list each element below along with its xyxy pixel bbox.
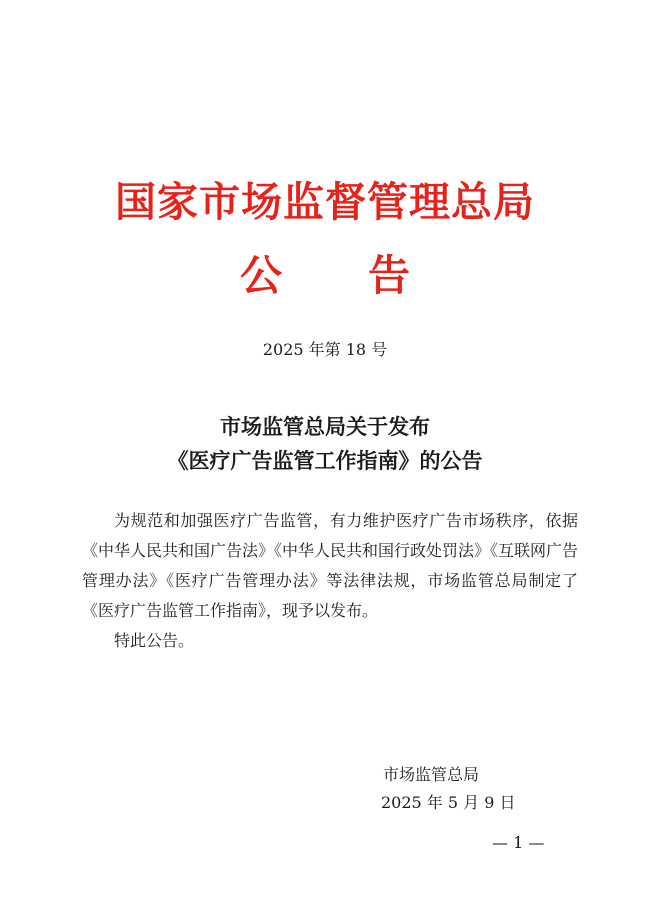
closing-remark: 特此公告。 <box>114 631 195 650</box>
signature: 市场监管总局 <box>383 765 480 784</box>
notice-title <box>0 250 650 302</box>
body-paragraph: 为规范和加强医疗广告监管，有力维护医疗广告市场秩序，依据《中华人民共和国广告法》《中华人民共和国行政处罚法》《互联网广告管理办法》《医疗广告管理办法》等法律法规，市场监管总局制定了《医疗广告监管工作指南》，现予以发布。 <box>82 511 579 620</box>
notice-title-char-2: 告 <box>368 251 411 300</box>
heading-line-1: 市场监管总局关于发布 <box>220 414 430 439</box>
heading-line-2: 《医疗广告监管工作指南》的公告 <box>167 448 483 473</box>
document-number: 2025 年第 18 号 <box>262 340 388 359</box>
page-number: — 1 — <box>492 833 545 852</box>
notice-title-char-1: 公 <box>239 251 282 300</box>
issue-date: 2025 年 5 月 9 日 <box>381 793 516 812</box>
issuer-title: 国家市场监督管理总局 <box>115 178 535 226</box>
